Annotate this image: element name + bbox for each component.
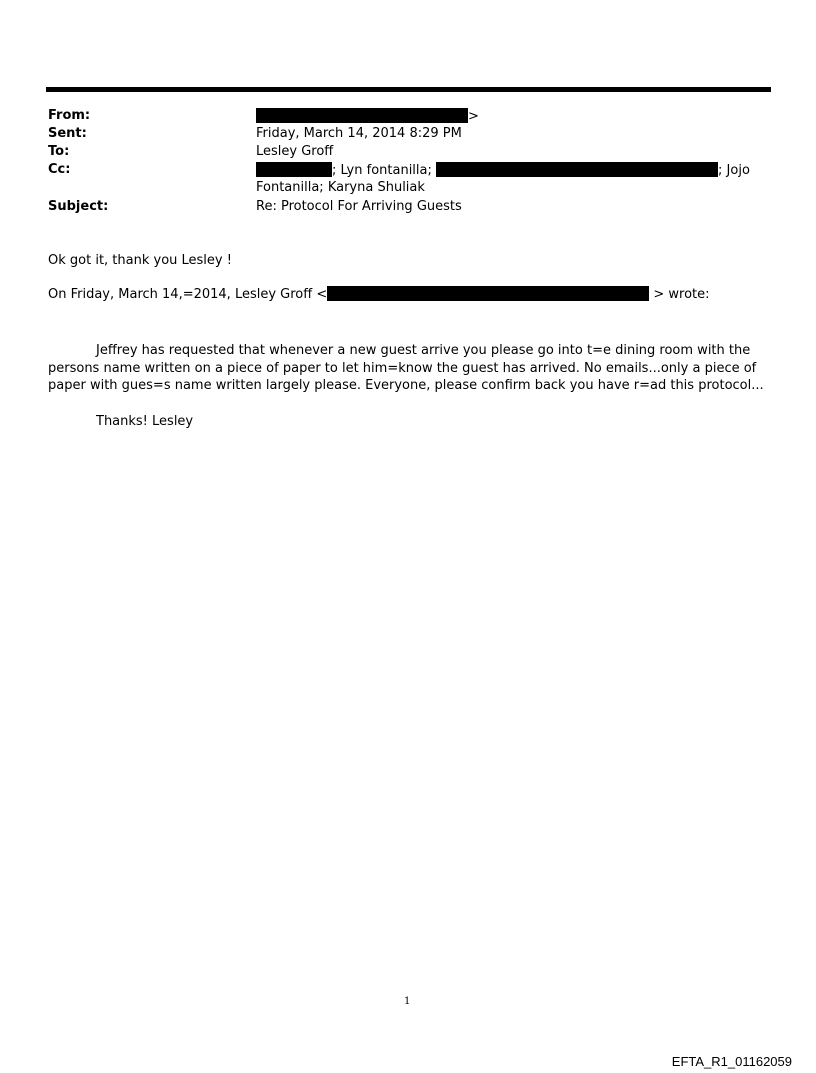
cc-value-line1 [256, 162, 750, 179]
quote-intro-suffix: > wrote: [653, 287, 710, 302]
cc-part2: ; Jojo [718, 163, 750, 178]
quote-intro-prefix: On Friday, March 14,=2014, Lesley Groff < [48, 287, 328, 302]
from-label: From: [48, 108, 91, 123]
quote-intro [48, 286, 710, 304]
subject-label: Subject: [48, 199, 109, 214]
from-value [256, 108, 479, 125]
cc-value-line2: Fontanilla; Karyna Shuliak [256, 180, 425, 195]
redaction-box [256, 108, 468, 123]
cc-label: Cc: [48, 162, 71, 177]
page-number: 1 [404, 996, 411, 1007]
redaction-box [327, 286, 649, 301]
redaction-box [436, 162, 718, 177]
to-label: To: [48, 144, 70, 159]
bates-number: EFTA_R1_01162059 [671, 1054, 792, 1069]
cc-part1: ; Lyn fontanilla; [332, 163, 432, 178]
sent-value: Friday, March 14, 2014 8:29 PM [256, 126, 462, 141]
header-rule [46, 87, 771, 92]
to-value: Lesley Groff [256, 144, 334, 159]
signoff: Thanks! Lesley [96, 414, 194, 429]
reply-line: Ok got it, thank you Lesley ! [48, 253, 232, 268]
quoted-paragraph: Jeffrey has requested that whenever a new guest arrive you please go into t=e dining room with the persons name written on a piece of paper to let him=know the guest has arrived. No emails...only a piece of paper with gues=s name written largely please. Everyone, please confirm back you have r=ad this protocol... [48, 343, 764, 393]
sent-label: Sent: [48, 126, 87, 141]
redaction-box [256, 162, 332, 177]
subject-value: Re: Protocol For Arriving Guests [256, 199, 462, 214]
from-suffix: > [468, 109, 479, 124]
